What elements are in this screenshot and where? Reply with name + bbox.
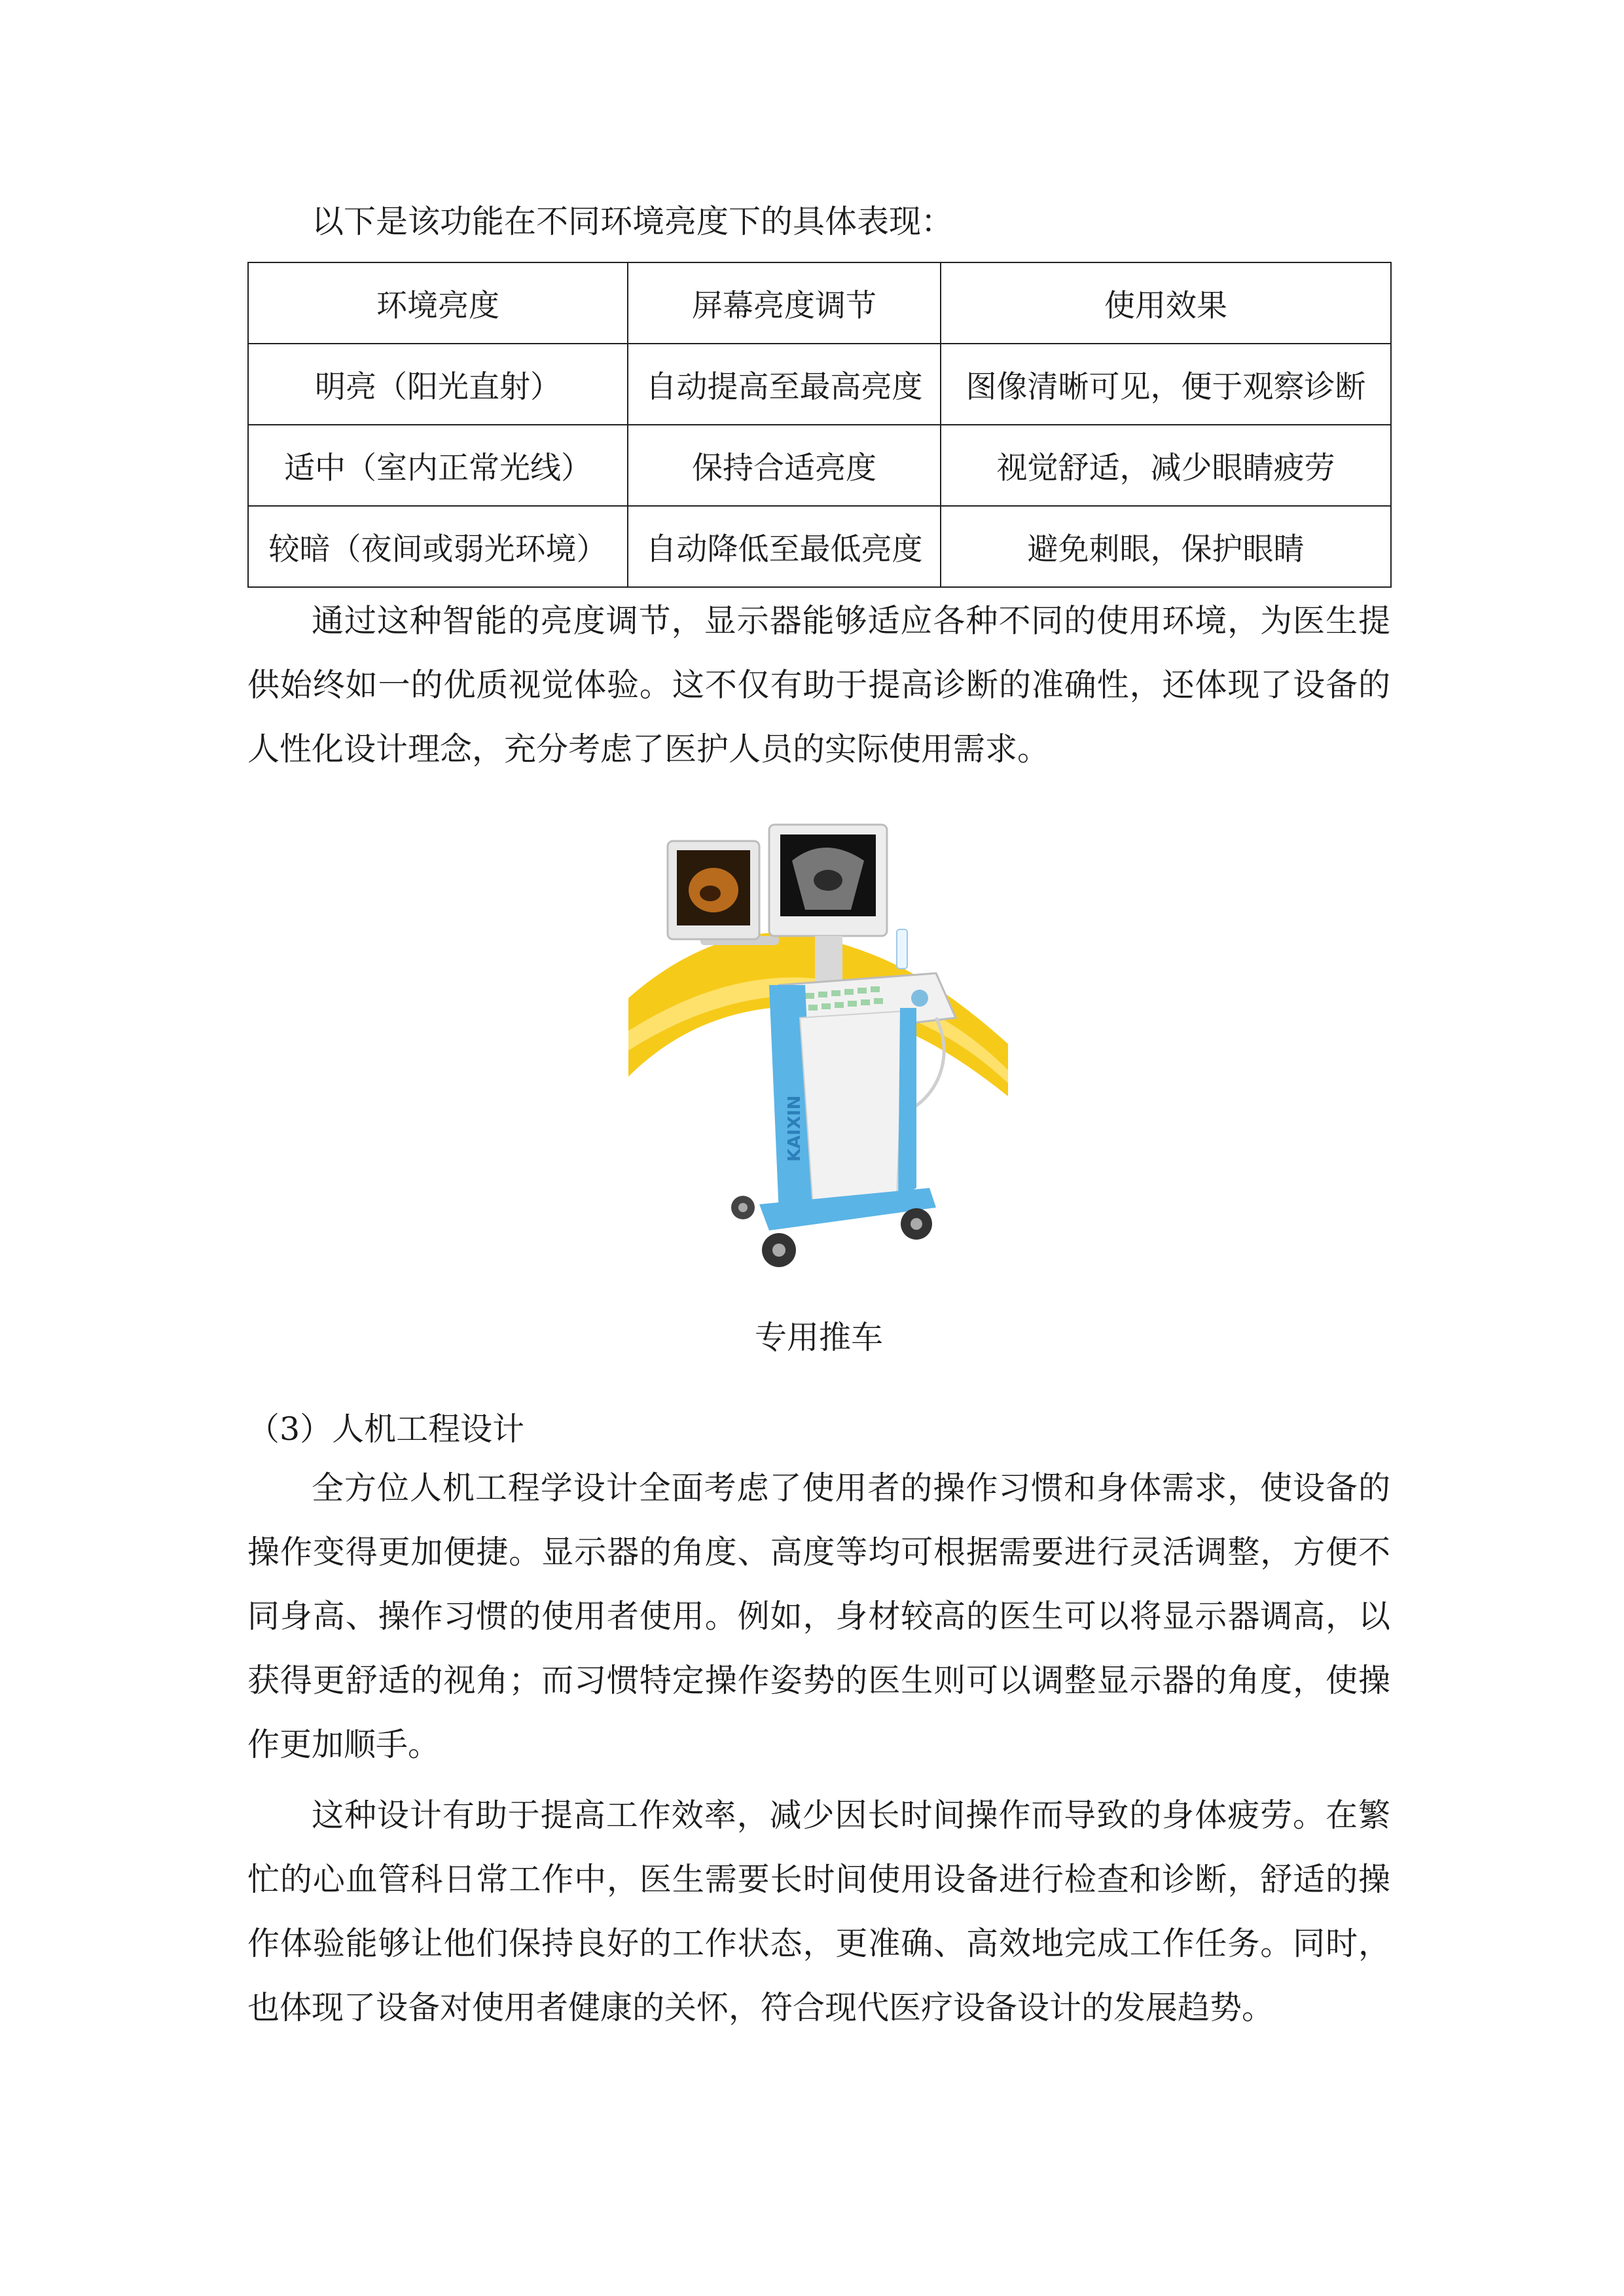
table-header-cell: 屏幕亮度调节 bbox=[628, 262, 941, 344]
table-cell: 避免刺眼，保护眼睛 bbox=[941, 506, 1391, 587]
ergonomics-paragraph: 全方位人机工程学设计全面考虑了使用者的操作习惯和身体需求，使设备的操作变得更加便捷。显示器的角度、高度等均可根据需要进行灵活调整，方便不同身高、操作习惯的使用者使用。例如，身材较高的医生可以将显示器调高，以获得更舒适的视角；而习惯特定操作姿势的医生则可以调整显示器的角度，使操作更加顺手。 bbox=[247, 1469, 1390, 1763]
table-header-cell: 使用效果 bbox=[941, 262, 1391, 344]
table-row bbox=[248, 344, 1391, 425]
ultrasound-cart-illustration bbox=[628, 821, 1008, 1299]
brand-text: KAIXIN bbox=[785, 1095, 804, 1162]
cart-body-white bbox=[800, 1011, 903, 1208]
table-cell: 图像清晰可见，便于观察诊断 bbox=[941, 344, 1391, 425]
table-cell: 明亮（阳光直射） bbox=[248, 344, 628, 425]
intro-paragraph: 以下是该功能在不同环境亮度下的具体表现： bbox=[312, 203, 954, 240]
cart-frame-blue-right bbox=[898, 1008, 916, 1198]
table-cell: 自动提高至最高亮度 bbox=[628, 344, 941, 425]
table-cell: 较暗（夜间或弱光环境） bbox=[248, 506, 628, 587]
table-cell: 保持合适亮度 bbox=[628, 425, 941, 506]
probe-bottle bbox=[897, 929, 907, 969]
ultrasound-cart-figure bbox=[628, 821, 1008, 1299]
table-cell: 视觉舒适，减少眼睛疲劳 bbox=[941, 425, 1391, 506]
table-header-row bbox=[248, 262, 1391, 344]
table-cell: 自动降低至最低亮度 bbox=[628, 506, 941, 587]
trackball bbox=[911, 990, 928, 1007]
section-heading: （3）人机工程设计 bbox=[247, 1410, 525, 1448]
table-row bbox=[248, 425, 1391, 506]
table-cell: 适中（室内正常光线） bbox=[248, 425, 628, 506]
table-header-cell: 环境亮度 bbox=[248, 262, 628, 344]
figure-caption: 专用推车 bbox=[754, 1319, 883, 1356]
table-row bbox=[248, 506, 1391, 587]
brightness-table bbox=[247, 262, 1392, 588]
brightness-summary-paragraph: 通过这种智能的亮度调节，显示器能够适应各种不同的使用环境，为医生提供始终如一的优质视觉体验。这不仅有助于提高诊断的准确性，还体现了设备的人性化设计理念，充分考虑了医护人员的实际使用需求。 bbox=[247, 602, 1390, 768]
efficiency-paragraph: 这种设计有助于提高工作效率，减少因长时间操作而导致的身体疲劳。在繁忙的心血管科日常工作中，医生需要长时间使用设备进行检查和诊断，舒适的操作体验能够让他们保持良好的工作状态，更准确、高效地完成工作任务。同时，也体现了设备对使用者健康的关怀，符合现代医疗设备设计的发展趋势。 bbox=[247, 1797, 1390, 2026]
